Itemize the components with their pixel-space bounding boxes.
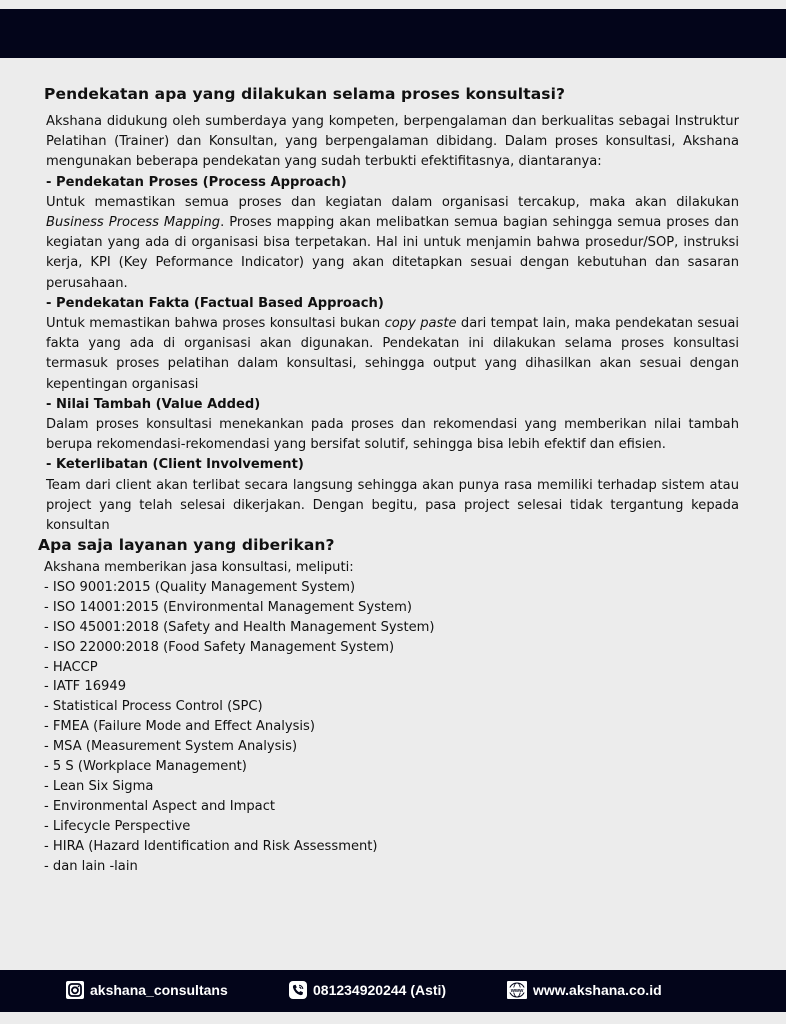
service-item: - HIRA (Hazard Identification and Risk Assessment) bbox=[44, 838, 378, 854]
service-item: - FMEA (Failure Mode and Effect Analysis) bbox=[44, 719, 315, 735]
approach-text-italic: Business Process Mapping bbox=[46, 215, 221, 231]
instagram-icon bbox=[66, 981, 84, 999]
footer-bar bbox=[0, 970, 786, 1012]
approach-title-client-involvement: - Keterlibatan (Client Involvement) bbox=[46, 457, 304, 473]
service-item: - HACCP bbox=[44, 659, 98, 675]
service-item: - Environmental Aspect and Impact bbox=[44, 798, 276, 814]
svg-text:www: www bbox=[510, 988, 524, 995]
service-item: - dan lain -lain bbox=[44, 858, 138, 874]
approach-title-process: - Pendekatan Proses (Process Approach) bbox=[46, 174, 347, 190]
services-list bbox=[44, 578, 644, 877]
service-item: - ISO 22000:2018 (Food Safety Management System) bbox=[44, 639, 395, 655]
service-item: - Lifecycle Perspective bbox=[44, 818, 191, 834]
service-item: - Statistical Process Control (SPC) bbox=[44, 699, 263, 715]
website-url: www.akshana.co.id bbox=[533, 982, 662, 998]
approach-intro: Akshana didukung oleh sumberdaya yang kompeten, berpengalaman dan berkualitas sebagai Instruktur Pelatihan (Trainer) dan Konsultan, yang berpengalaman dibidang. Dalam proses konsultasi, Akshana mengunakan beberapa pendekatan yang sudah terbukti efektifitasnya, diantaranya: bbox=[46, 114, 739, 170]
approach-text-part: . Proses mapping akan melibatkan semua bagian sehingga semua proses dan kegiatan yang ada di organisasi bisa terpetakan. Hal ini untuk menjamin bahwa prosedur/SOP, instruksi kerja, KPI (Key Peformance Indicator) yang akan ditetapkan sesuai dengan kebutuhan dan sasaran perusahaan. bbox=[46, 215, 739, 291]
header-bar bbox=[0, 9, 786, 58]
www-globe-icon bbox=[507, 981, 527, 999]
approach-section bbox=[46, 112, 739, 536]
footer-phone[interactable] bbox=[289, 981, 446, 999]
approach-text-client-involvement: Team dari client akan terlibat secara langsung sehingga akan punya rasa memiliki terhadap sistem atau project yang telah selesai dikerjakan. Dengan begitu, pasa project selesai tidak tergantung kepada konsultan bbox=[46, 477, 739, 534]
approach-text-part: Untuk memastikan semua proses dan kegiatan dalam organisasi tercakup, maka akan dilakukan bbox=[46, 194, 739, 210]
services-intro: Akshana memberikan jasa konsultasi, meliputi: bbox=[44, 560, 354, 575]
phone-icon bbox=[289, 981, 307, 999]
service-item: - ISO 45001:2018 (Safety and Health Management System) bbox=[44, 619, 435, 635]
service-item: - Lean Six Sigma bbox=[44, 778, 154, 794]
service-item: - ISO 14001:2015 (Environmental Management System) bbox=[44, 599, 412, 615]
instagram-handle: akshana_consultans bbox=[90, 982, 228, 998]
services-section bbox=[44, 558, 644, 877]
service-item: - ISO 9001:2015 (Quality Management System) bbox=[44, 579, 356, 595]
approach-text-part: dari tempat lain, maka pendekatan sesuai fakta yang ada di organisasi akan digunakan. Pendekatan ini dilakukan selama proses konsultasi termasuk proses pelatihan dalam konsultasi, sehingga output yang dihasilkan akan sesuai dengan kepentingan organisasi bbox=[46, 316, 740, 392]
approach-text-part: Untuk memastikan bahwa proses konsultasi bukan bbox=[46, 316, 385, 332]
service-item: - 5 S (Workplace Management) bbox=[44, 759, 247, 775]
service-item: - IATF 16949 bbox=[44, 679, 127, 695]
approach-heading: Pendekatan apa yang dilakukan selama proses konsultasi? bbox=[44, 85, 566, 103]
approach-text-process bbox=[46, 193, 739, 294]
approach-title-value-added: - Nilai Tambah (Value Added) bbox=[46, 396, 261, 412]
services-heading: Apa saja layanan yang diberikan? bbox=[38, 536, 335, 554]
service-item: - MSA (Measurement System Analysis) bbox=[44, 739, 298, 755]
approach-text-italic: copy paste bbox=[384, 316, 457, 332]
footer-website[interactable] bbox=[507, 981, 662, 999]
approach-text-factual bbox=[46, 314, 739, 395]
approach-text-value-added: Dalam proses konsultasi menekankan pada proses dan rekomendasi yang memberikan nilai tambah berupa rekomendasi-rekomendasi yang bersifat solutif, sehingga bisa lebih efektif dan efisien. bbox=[46, 417, 739, 453]
phone-number: 081234920244 (Asti) bbox=[313, 982, 447, 998]
approach-title-factual: - Pendekatan Fakta (Factual Based Approach) bbox=[46, 295, 384, 311]
footer-instagram[interactable] bbox=[66, 981, 228, 999]
